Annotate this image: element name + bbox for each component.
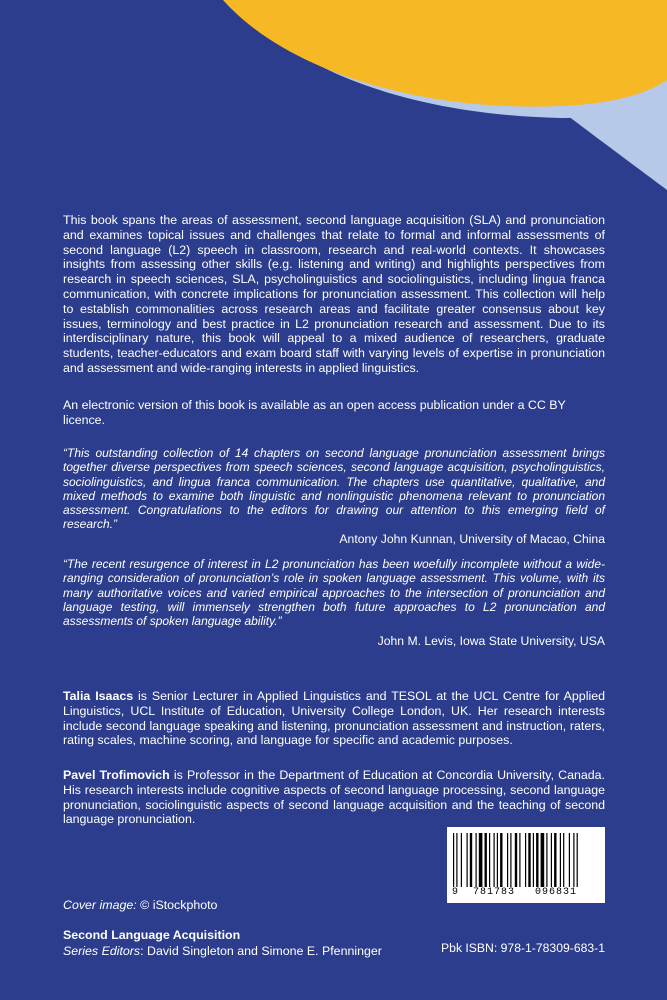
barcode-digit-lead: 9 xyxy=(452,887,460,898)
endorsement-quote xyxy=(63,446,605,546)
barcode-digits-right: 096831 xyxy=(535,887,578,898)
quote-text: “This outstanding collection of 14 chapters on second language pronunciation assessment brings together diverse perspectives from speech sciences, second language acquisition, psycholinguistics, sociolinguistics, and lingua franca communication. The chapters use quantitative, qualitative, and mixed methods to examine both linguistic and nonlinguistic phenomena relevant to pronunciation assessment. Congratulations to the editors for drawing our attention to this emerging field of research.” xyxy=(63,446,605,532)
barcode-bar xyxy=(494,833,495,887)
barcode-bar xyxy=(519,833,520,887)
barcode-bar xyxy=(541,833,545,887)
book-description: This book spans the areas of assessment, second language acquisition (SLA) and pronunciation and examines topical issues and challenges that relate to formal and informal assessments of second language (L2) speech in classroom, research and real-world contexts. It showcases insights from assessing other skills (e.g. listening and writing) and highlights perspectives from research in speech sciences, SLA, psycholinguistics and sociolinguistics, including lingua franca communication, with concrete implications for pronunciation assessment. This collection will help to establish commonalities across research areas and facilitate greater consensus about key issues, terminology and best practice in L2 pronunciation research and assessment. Due to its interdisciplinary nature, this book will appeal to a mixed audience of researchers, graduate students, teacher-educators and exam board staff with varying levels of expertise in pronunciation and assessment and wide-ranging interests in applied linguistics. xyxy=(63,213,605,375)
barcode-digits-left: 781783 xyxy=(473,887,516,898)
barcode-bar xyxy=(507,833,508,887)
quote-attribution: John M. Levis, Iowa State University, USA xyxy=(377,634,605,649)
barcode-bar xyxy=(569,833,570,887)
series-editors xyxy=(63,943,382,959)
barcode-bar xyxy=(554,833,556,887)
bio-text: is Professor in the Department of Education at Concordia University, Canada. His research interests include cognitive aspects of second language processing, second language pronunciation, sociolinguistic aspects of second language acquisition and the teaching of second language pronunciation. xyxy=(63,768,606,827)
barcode-bar xyxy=(453,833,454,887)
barcode-bar xyxy=(500,833,502,887)
author-bio xyxy=(63,768,605,827)
quote-text: “The recent resurgence of interest in L2 pronunciation has been woefully incomplete without a wide-ranging consideration of pronunciation’s role in spoken language assessment. This volume, with its many authoritative voices and varied empirical approaches to the intersection of pronunciation and language testing, will immensely strengthen both future approaches to L2 pronunciation and assessments of spoken language ability.” xyxy=(63,557,605,629)
barcode-bar xyxy=(489,833,490,887)
series-title: Second Language Acquisition xyxy=(63,928,241,942)
author-name: Talia Isaacs xyxy=(63,689,134,703)
barcode-bar xyxy=(497,833,498,887)
barcode xyxy=(447,827,605,903)
cover-credit-label: Cover image: xyxy=(63,898,137,912)
author-bio xyxy=(63,689,605,748)
barcode-bar xyxy=(563,833,564,887)
barcode-bar xyxy=(470,833,472,887)
barcode-bar xyxy=(536,833,538,887)
barcode-bar xyxy=(546,833,547,887)
series-info xyxy=(63,927,382,959)
barcode-bar xyxy=(510,833,511,887)
cover-decoration xyxy=(0,0,667,200)
cover-credit-value: © iStockphoto xyxy=(136,898,218,912)
barcode-bar xyxy=(551,833,552,887)
barcode-bar xyxy=(528,833,530,887)
barcode-bar xyxy=(573,833,574,887)
cover-image-credit xyxy=(63,898,217,912)
barcode-bar xyxy=(515,833,517,887)
barcode-bar xyxy=(560,833,561,887)
series-editors-names: : David Singleton and Simone E. Pfenninger xyxy=(140,944,382,958)
quote-attribution: Antony John Kunnan, University of Macao, China xyxy=(339,531,605,546)
barcode-bar xyxy=(533,833,534,887)
author-name: Pavel Trofimovich xyxy=(63,768,170,782)
yellow-shape xyxy=(223,0,667,107)
bio-text: is Senior Lecturer in Applied Linguistics and TESOL at the UCL Centre for Applied Linguistics, UCL Institute of Education, University College London, UK. Her research interests include second language speaking and listening, pronunciation assessment and instruction, raters, rating scales, machine scoring, and language for specific and academic purposes. xyxy=(63,689,605,748)
barcode-bar xyxy=(461,833,462,887)
open-access-note: An electronic version of this book is available as an open access publication under a CC BY licence. xyxy=(63,398,566,427)
endorsement-quote xyxy=(63,557,605,649)
barcode-bar xyxy=(485,833,487,887)
barcode-bar xyxy=(479,833,483,887)
barcode-bar xyxy=(456,833,457,887)
barcode-bar xyxy=(467,833,468,887)
barcode-bar xyxy=(476,833,477,887)
barcode-bars xyxy=(451,833,601,887)
series-editors-label: Series Editors xyxy=(63,944,141,958)
barcode-bar xyxy=(577,833,578,887)
isbn: Pbk ISBN: 978-1-78309-683-1 xyxy=(441,941,605,955)
barcode-bar xyxy=(525,833,526,887)
